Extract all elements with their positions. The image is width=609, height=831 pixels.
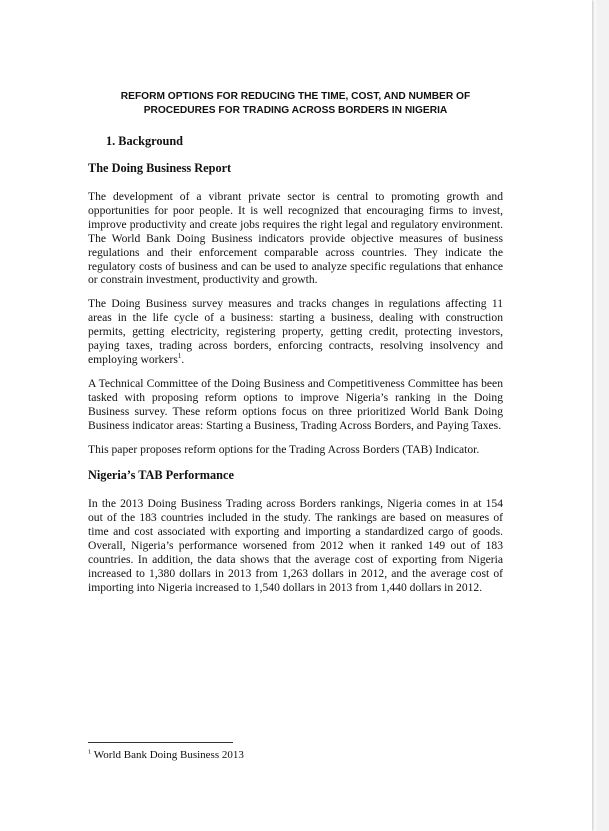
title-line-2: PROCEDURES FOR TRADING ACROSS BORDERS IN NIGERIA: [143, 105, 448, 116]
paragraph-2-text: The Doing Business survey measures and tracks changes in regulations affecting 11 areas in the life cycle of a business: starting a business, dealing with construction permits, getting electricity, registering property, getting credit, protecting investors, paying taxes, trading across borders, enforcing contracts, resolving insolvency and employing workers: [88, 297, 503, 366]
title-line-1: REFORM OPTIONS FOR REDUCING THE TIME, COST, AND NUMBER OF: [120, 91, 471, 102]
subheading-tab-performance: Nigeria’s TAB Performance: [88, 468, 234, 483]
paragraph-3: A Technical Committee of the Doing Business and Competitiveness Committee has been tasked with proposing reform options to improve Nigeria’s ranking in the Doing Business survey. These reform options focus on three prioritized World Bank Doing Business indicator areas: Starting a Business, Trading Across Borders, and Paying Taxes.: [88, 376, 503, 432]
document-body: [88, 90, 503, 595]
footnote-mark: 1: [88, 748, 92, 756]
footnote-text: World Bank Doing Business 2013: [91, 749, 244, 761]
paragraph-2: [88, 297, 503, 367]
footnote: [88, 749, 244, 762]
paragraph-1: The development of a vibrant private sector is central to promoting growth and opportunities for poor people. It is well recognized that encouraging firms to invest, improve productivity and create jobs requires the right legal and regulatory environment. The World Bank Doing Business indicators provide objective measures of business regulations and their enforcement comparable across countries. They indicate the regulatory costs of business and can be used to analyze specific regulations that enhance or constrain investment, productivity and growth.: [88, 190, 503, 287]
paragraph-4: This paper proposes reform options for the Trading Across Borders (TAB) Indicator.: [88, 442, 480, 456]
footnote-reference[interactable]: 1: [177, 352, 182, 361]
paragraph-5: In the 2013 Doing Business Trading across Borders rankings, Nigeria comes in at 154 out of the 183 countries included in the study. The rankings are based on measures of time and cost associated with exporting and importing a standardized cargo of goods. Overall, Nigeria’s performance worsened from 2012 when it ranked 149 out of 183 countries. In addition, the data shows that the average cost of exporting from Nigeria increased to 1,380 dollars in 2013 from 1,263 dollars in 2012, and the average cost of importing into Nigeria increased to 1,540 dollars in 2013 from 1,440 dollars in 2012.: [88, 497, 503, 594]
footnote-divider: [88, 742, 233, 743]
document-title: [88, 90, 503, 118]
subheading-doing-business-report: The Doing Business Report: [88, 161, 232, 175]
section-heading-background: 1. Background: [106, 134, 183, 148]
paragraph-2-end: .: [181, 352, 185, 366]
viewer-background: [596, 0, 609, 831]
